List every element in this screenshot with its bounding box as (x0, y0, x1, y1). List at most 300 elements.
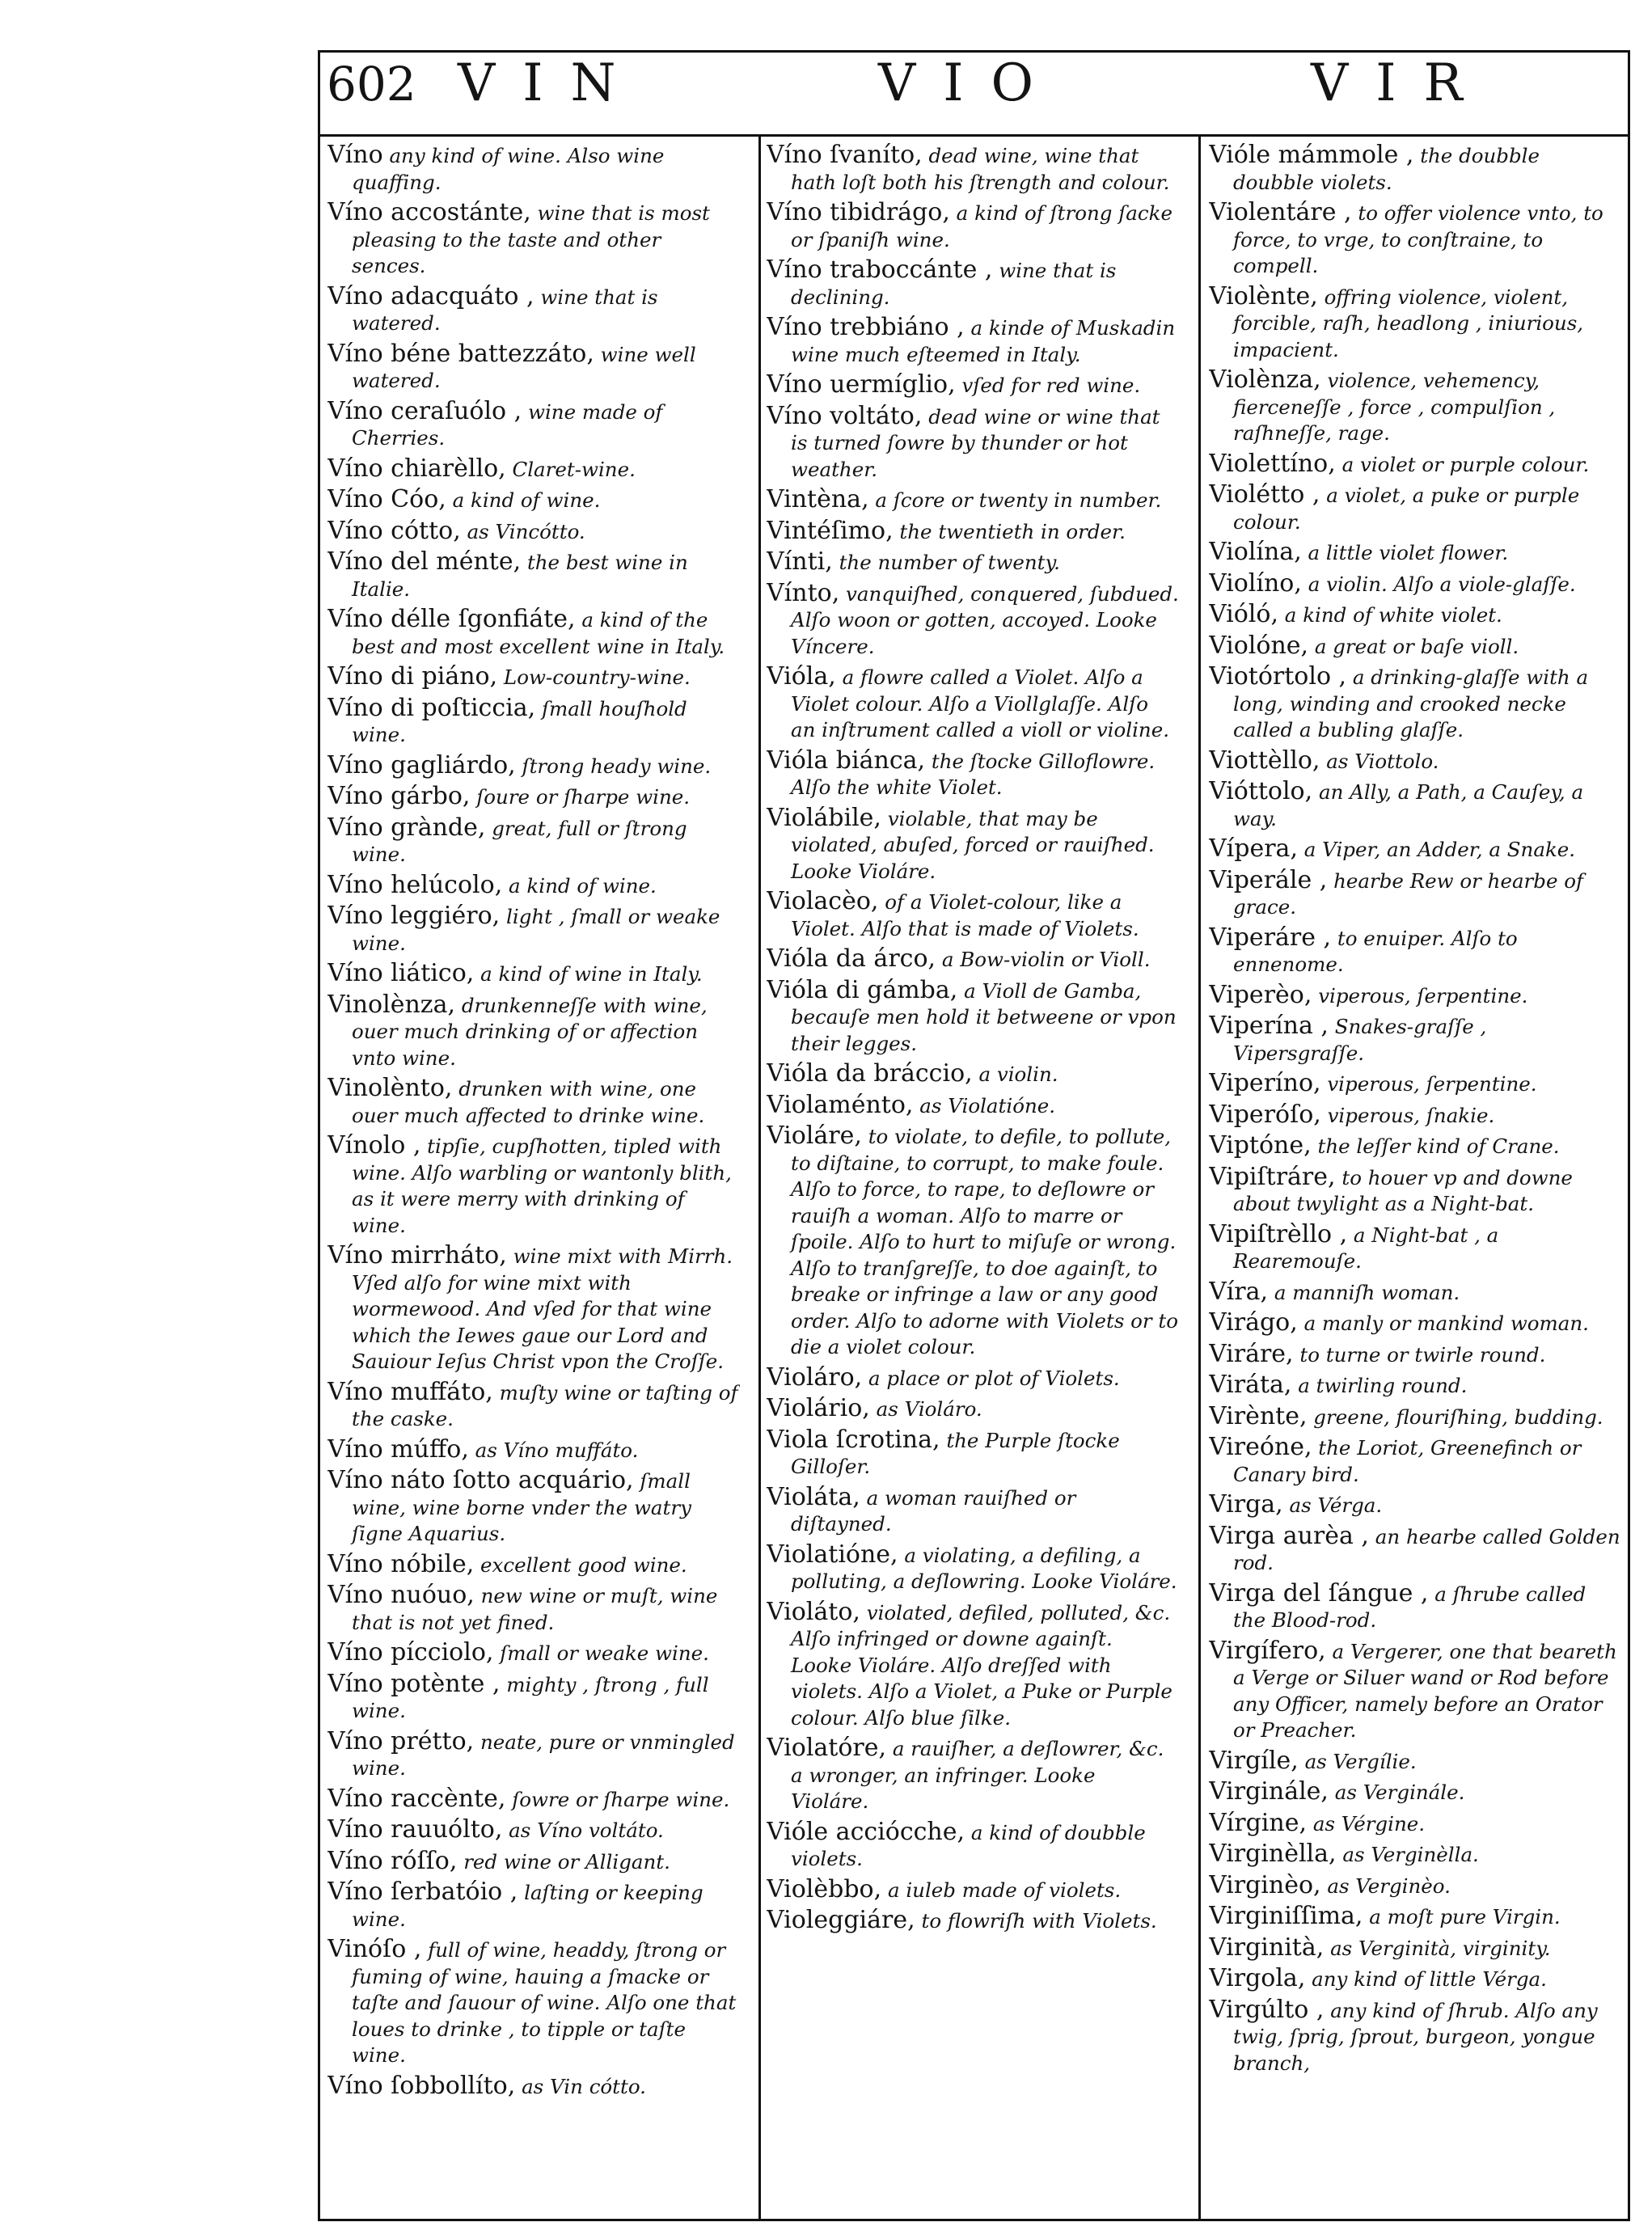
dictionary-entry (1209, 1966, 1621, 1993)
entry-headword: Víno mirrháto, (327, 1241, 507, 1269)
dictionary-entry (767, 1427, 1179, 1481)
column-divider (758, 136, 761, 2221)
dictionary-entry (1209, 1071, 1621, 1098)
dictionary-entry (1209, 1638, 1621, 1744)
entry-definition: a woman rauiſhed or diſtayned. (791, 1485, 1076, 1536)
dictionary-entry (327, 1848, 740, 1876)
entry-definition: a little violet flower. (1308, 541, 1509, 564)
entry-definition: wine that is watered. (352, 285, 658, 335)
dictionary-entry (327, 142, 740, 196)
entry-headword: Violettíno, (1209, 449, 1336, 478)
entry-definition: as Verginità, virginity. (1330, 1936, 1551, 1960)
entry-definition: as Vergílie. (1304, 1749, 1417, 1773)
entry-definition: ſtrong heady wine. (522, 754, 712, 778)
entry-headword: Víno traboccánte , (767, 256, 993, 284)
entry-definition: viperous, ſerpentine. (1318, 983, 1528, 1008)
entry-headword: Violeggiáre, (767, 1906, 915, 1934)
dictionary-entry (327, 1379, 740, 1433)
dictionary-entry (1209, 1810, 1621, 1838)
dictionary-entry (1209, 664, 1621, 744)
dictionary-entry (1209, 748, 1621, 775)
entry-headword: Vipiſtráre, (1209, 1162, 1336, 1191)
dictionary-entry (1209, 1748, 1621, 1776)
entry-headword: Víno muffáto, (327, 1377, 493, 1406)
entry-definition: the ſtocke Gilloflowre. Alſo the white Violet. (791, 749, 1156, 799)
entry-definition: a moſt pure Virgin. (1369, 1905, 1561, 1928)
entry-headword: Víno grànde, (327, 813, 486, 842)
entry-definition: any kind of wine. Also wine quaffing. (352, 144, 665, 194)
entry-headword: Viottèllo, (1209, 746, 1320, 775)
dictionary-entry (1209, 451, 1621, 479)
entry-definition: as Víno muffáto. (475, 1438, 639, 1462)
dictionary-entry (767, 1542, 1179, 1595)
entry-definition: red wine or Alligant. (463, 1849, 670, 1874)
dictionary-entry (327, 695, 740, 749)
entry-definition: a violin. (978, 1062, 1058, 1086)
entry-definition: Snakes-graſſe , Vipersgraſſe. (1233, 1015, 1487, 1065)
dictionary-entry (327, 1786, 740, 1814)
entry-headword: Víno di poſticcia, (327, 693, 536, 722)
entry-headword: Vióle mámmole , (1209, 142, 1414, 169)
entry-headword: Víno trebbiáno , (767, 313, 965, 341)
entry-headword: Violétto , (1209, 480, 1320, 509)
entry-definition: as Vérgine. (1312, 1811, 1426, 1836)
entry-definition: a great or baſe violl. (1314, 634, 1519, 658)
dictionary-entry (767, 1599, 1179, 1732)
entry-headword: Virginità, (1209, 1933, 1325, 1962)
dictionary-column-3 (1209, 142, 1621, 2212)
entry-headword: Violína, (1209, 538, 1302, 566)
entry-definition: laſting or keeping wine. (352, 1881, 703, 1931)
dictionary-entry (327, 549, 740, 602)
dictionary-entry (1209, 1164, 1621, 1218)
entry-definition: vanquiſhed, conquered, ſubdued. Alſo woon or gotten, accoyed. Looke Víncere. (791, 581, 1179, 658)
entry-headword: Viperóſo, (1209, 1100, 1321, 1129)
dictionary-entry (1209, 1841, 1621, 1869)
entry-definition: any kind of little Vérga. (1312, 1967, 1547, 1991)
entry-headword: Víno nuóuo, (327, 1581, 475, 1609)
entry-headword: Violacèo, (767, 887, 879, 915)
entry-definition: the doubble doubble violets. (1233, 144, 1540, 194)
entry-headword: Virgola, (1209, 1964, 1306, 1992)
entry-headword: Violáto, (767, 1597, 860, 1626)
entry-definition: a twirling round. (1298, 1374, 1468, 1397)
dictionary-entry (327, 341, 740, 395)
dictionary-entry (327, 456, 740, 484)
dictionary-entry (767, 664, 1179, 744)
entry-headword: Víno potènte , (327, 1669, 501, 1698)
dictionary-entry (327, 903, 740, 957)
entry-headword: Virgúlto , (1209, 1995, 1325, 2024)
entry-headword: Virginèlla, (1209, 1840, 1337, 1868)
entry-headword: Vinolènza, (327, 990, 456, 1019)
dictionary-entry (767, 1061, 1179, 1088)
dictionary-entry (1209, 865, 1621, 921)
entry-headword: Víno ſerbatóio , (327, 1878, 518, 1906)
entry-headword: Viptóne, (1209, 1131, 1312, 1160)
guide-word-center: VIO (878, 53, 1061, 113)
dictionary-entry (327, 281, 740, 337)
entry-definition: a iuleb made of violets. (887, 1878, 1122, 1902)
entry-headword: Viperáre , (1209, 923, 1332, 952)
dictionary-entry (1209, 1219, 1621, 1275)
dictionary-entry (1209, 1279, 1621, 1307)
entry-definition: dead wine, wine that hath loſt both his ſtrength and colour. (791, 144, 1170, 194)
dictionary-entry (767, 372, 1179, 399)
dictionary-entry (1209, 1013, 1621, 1067)
entry-definition: vſed for red wine. (961, 374, 1141, 397)
entry-headword: Vipiſtrèllo , (1209, 1219, 1348, 1248)
dictionary-entry (767, 1907, 1179, 1935)
entry-headword: Violáta, (767, 1482, 860, 1511)
dictionary-entry (767, 578, 1179, 661)
entry-headword: Víno leggiéro, (327, 902, 501, 930)
entry-headword: Víno ſvaníto, (767, 142, 923, 169)
running-header (320, 52, 1629, 134)
entry-headword: Vintéſimo, (767, 516, 894, 545)
entry-definition: as Víno voltáto. (509, 1819, 664, 1842)
entry-definition: violence, vehemency, fierceneſſe , force , compulſion , raſhneſſe, rage. (1233, 369, 1556, 445)
dictionary-entry (767, 1092, 1179, 1120)
dictionary-entry (767, 975, 1179, 1058)
dictionary-entry (327, 200, 740, 280)
entry-definition: violated, defiled, polluted, &c. Alſo infringed or downe againſt. Looke Violáre. Alſo dreſſed with violets. Alſo a Violet, a Puke or Purple colour. Alſo blue ſilke. (791, 1600, 1172, 1730)
entry-definition: a manniſh woman. (1274, 1280, 1460, 1304)
entry-definition: ſowre or ſharpe wine. (512, 1787, 730, 1811)
entry-definition: wine that is most pleasing to the taste and other sences. (352, 201, 710, 277)
dictionary-entry (767, 549, 1179, 577)
dictionary-entry (767, 1362, 1179, 1392)
entry-definition: offring violence, violent, forcible, raſh, headlong , iniurious, impacient. (1233, 285, 1584, 361)
entry-headword: Vireóne, (1209, 1433, 1312, 1461)
entry-definition: as Vérga. (1289, 1493, 1383, 1517)
dictionary-column-2 (767, 142, 1179, 2212)
entry-definition: the Purple ſtocke Gilloſer. (791, 1428, 1120, 1478)
entry-definition: the best wine in Italie. (352, 551, 688, 601)
entry-headword: Virginèo, (1209, 1870, 1321, 1899)
entry-definition: drunken with wine, one ouer much affected to drinke wine. (352, 1077, 705, 1127)
entry-headword: Viráre, (1209, 1339, 1294, 1368)
entry-definition: wine that is declining. (791, 259, 1117, 309)
dictionary-entry (767, 1819, 1179, 1873)
entry-headword: Violáre, (767, 1122, 862, 1150)
entry-headword: Viperíno, (1209, 1069, 1321, 1097)
dictionary-entry (327, 1640, 740, 1667)
entry-definition: excellent good wine. (480, 1553, 687, 1577)
entry-definition: a kind of wine in Italy. (480, 962, 703, 986)
dictionary-entry (327, 1726, 740, 1782)
dictionary-entry (327, 487, 740, 514)
dictionary-entry (1209, 1133, 1621, 1160)
dictionary-entry (1209, 925, 1621, 978)
entry-headword: Vióle acciócche, (767, 1817, 965, 1846)
entry-headword: Violentáre , (1209, 198, 1352, 226)
entry-definition: a kind of wine. (452, 488, 601, 512)
entry-definition: a Viper, an Adder, a Snake. (1303, 838, 1576, 861)
entry-definition: to turne or twirle round. (1299, 1342, 1546, 1367)
entry-headword: Víno ſobbollíto, (327, 2071, 516, 2100)
entry-headword: Víno accostánte, (327, 198, 531, 226)
entry-headword: Violáro, (767, 1362, 863, 1392)
entry-headword: Vióló, (1209, 600, 1278, 628)
entry-headword: Víno Cóo, (327, 485, 446, 513)
entry-definition: as Verginèo. (1327, 1874, 1451, 1898)
entry-definition: a flowre called a Violet. Alſo a Violet colour. Alſo a Viollglaſſe. Alſo an inſtrument called a violl or violine. (791, 665, 1170, 741)
entry-definition: Low-country-wine. (503, 665, 691, 689)
entry-definition: mighty , ſtrong , full wine. (352, 1672, 709, 1722)
dictionary-entry (327, 815, 740, 868)
dictionary-entry (1209, 1779, 1621, 1806)
entry-definition: an hearbe called Golden rod. (1233, 1524, 1620, 1574)
entry-headword: Virga aurèa , (1209, 1521, 1369, 1550)
dictionary-entry (327, 1879, 740, 1933)
entry-definition: the leſſer kind of Crane. (1317, 1134, 1560, 1158)
entry-headword: Víno prétto, (327, 1726, 475, 1755)
entry-headword: Víno ceraſuólo , (327, 396, 522, 425)
guide-word-right: VIR (1311, 53, 1490, 113)
entry-definition: a Night-bat , a Rearemouſe. (1233, 1223, 1499, 1273)
dictionary-entry (327, 1243, 740, 1375)
entry-headword: Vióla biánca, (767, 746, 926, 775)
entry-headword: Víno adacquáto , (327, 281, 534, 311)
entry-definition: as Vincótto. (467, 519, 585, 543)
dictionary-entry (327, 1671, 740, 1725)
entry-headword: Violíno, (1209, 568, 1302, 598)
entry-headword: Víno gárbo, (327, 782, 471, 810)
entry-definition: neate, pure or vnmingled wine. (352, 1730, 735, 1780)
entry-headword: Violènte, (1209, 281, 1318, 311)
entry-headword: Víno (327, 142, 383, 169)
dictionary-entry (327, 872, 740, 900)
entry-definition: viperous, ſnakie. (1327, 1103, 1495, 1127)
entry-headword: Víno chiarèllo, (327, 454, 506, 483)
entry-headword: Violário, (767, 1394, 870, 1422)
dictionary-entry (1209, 200, 1621, 280)
entry-definition: as Verginèlla. (1342, 1843, 1479, 1866)
entry-definition: of a Violet-colour, like a Violet. Alſo that is made of Violets. (791, 890, 1139, 940)
dictionary-entry (767, 403, 1179, 484)
dictionary-entry (1209, 1935, 1621, 1962)
entry-headword: Virga del ſángue , (1209, 1578, 1429, 1607)
dictionary-entry (767, 748, 1179, 801)
dictionary-entry (767, 1482, 1179, 1538)
dictionary-entry (1209, 568, 1621, 598)
entry-headword: Violóne, (1209, 631, 1309, 660)
dictionary-entry (1209, 142, 1621, 196)
entry-definition: a place or plot of Violets. (868, 1366, 1120, 1390)
entry-definition: as Viottolo. (1326, 749, 1439, 773)
dictionary-entry (767, 1396, 1179, 1423)
entry-headword: Víno béne battezzáto, (327, 339, 594, 368)
dictionary-entry (327, 1133, 740, 1239)
entry-definition: as Violatióne. (919, 1093, 1056, 1117)
dictionary-entry (327, 2073, 740, 2101)
entry-headword: Víno raccènte, (327, 1784, 506, 1813)
entry-headword: Víno del ménte, (327, 547, 522, 576)
dictionary-entry (1209, 779, 1621, 832)
entry-definition: as Vin cótto. (522, 2074, 646, 2098)
dictionary-entry (767, 946, 1179, 974)
entry-definition: a violet, a puke or purple colour. (1233, 484, 1580, 534)
entry-definition: ſmall wine, wine borne vnder the watry ſigne Aquarius. (352, 1469, 691, 1545)
entry-definition: a kind of ſtrong ſacke or ſpaniſh wine. (791, 201, 1172, 251)
dictionary-entry (1209, 1310, 1621, 1337)
entry-definition: a kind of doubble violets. (791, 1820, 1146, 1870)
entry-definition: a rauiſher, a deſlowrer, &c. a wronger, an infringer. Looke Violáre. (791, 1737, 1164, 1813)
column-divider (1198, 136, 1201, 2221)
entry-definition: a Bow-violin or Violl. (941, 948, 1151, 971)
entry-definition: a Vergerer, one that beareth a Verge or Siluer wand or Rod before any Officer, namely before an Orator or Preacher. (1233, 1639, 1617, 1742)
entry-definition: dead wine or wine that is turned ſowre by thunder or hot weather. (791, 404, 1160, 481)
dictionary-entry (767, 315, 1179, 368)
entry-definition: the number of twenty. (839, 551, 1060, 574)
dictionary-entry (327, 750, 740, 780)
entry-headword: Víno uermíglio, (767, 370, 956, 399)
entry-definition: to houer vp and downe about twylight as a Night-bat. (1233, 1165, 1573, 1215)
entry-headword: Vínolo , (327, 1131, 421, 1160)
dictionary-entry (327, 518, 740, 546)
entry-headword: Viperále , (1209, 865, 1328, 894)
dictionary-entry (1209, 1870, 1621, 1900)
entry-headword: Vióla, (767, 662, 836, 691)
entry-definition: a kind of wine. (509, 873, 657, 898)
entry-definition: the Loriot, Greenefinch or Canary bird. (1233, 1436, 1582, 1486)
dictionary-entry (1209, 1523, 1621, 1577)
dictionary-entry (1209, 367, 1621, 447)
entry-headword: Víno helúcolo, (327, 870, 503, 899)
dictionary-entry (327, 396, 740, 452)
dictionary-entry (1209, 1903, 1621, 1931)
entry-definition: a violet or purple colour. (1341, 452, 1590, 476)
dictionary-entry (327, 1468, 740, 1548)
page-number: 602 (327, 57, 416, 112)
dictionary-entry (1209, 1401, 1621, 1431)
dictionary-entry (1209, 1997, 1621, 2077)
dictionary-column-1 (327, 142, 740, 2212)
entry-headword: Vínti, (767, 547, 833, 576)
entry-definition: a violating, a defiling, a polluting, a deſlowring. Looke Violáre. (791, 1543, 1177, 1593)
entry-definition: a kind of the best and most excellent wine in Italy. (352, 608, 725, 658)
entry-headword: Víra, (1209, 1277, 1269, 1306)
entry-definition: full of wine, headdy, ſtrong or fuming of wine, hauing a ſmacke or taſte and ſauour of wine. Alſo one that loues to drinke , to tipple or taſte wine. (352, 1938, 737, 2067)
entry-headword: Violatióne, (767, 1540, 898, 1569)
entry-headword: Vióla di gámba, (767, 975, 958, 1004)
entry-headword: Vírgine, (1209, 1808, 1308, 1837)
dictionary-entry (1209, 539, 1621, 567)
entry-headword: Violábile, (767, 803, 881, 832)
entry-headword: Víno róſſo, (327, 1846, 458, 1875)
dictionary-entry (1209, 1372, 1621, 1400)
entry-headword: Viola ſcrotina, (767, 1425, 940, 1454)
entry-definition: to violate, to defile, to pollute, to diſtaine, to corrupt, to make foule. Alſo to force, to rape, to deſlowre or rauiſh a woman. Alſo to marre or ſpoile. Alſo to hurt to miſuſe or wrong. Alſo to tranſgreſſe, to doe againſt, to breake or infringe a law or any good order. Alſo to adorne with Violets or to die a violet colour. (791, 1125, 1179, 1358)
dictionary-entry (767, 889, 1179, 942)
entry-definition: ſmall houſhold wine. (352, 696, 687, 746)
entry-headword: Vióla da árco, (767, 944, 936, 973)
dictionary-entry (327, 1434, 740, 1464)
dictionary-entry (327, 1075, 740, 1129)
entry-headword: Vinóſo , (327, 1935, 422, 1963)
entry-definition: as Violáro. (876, 1397, 982, 1421)
dictionary-entry (1209, 281, 1621, 364)
entry-headword: Vióttolo, (1209, 777, 1313, 805)
dictionary-entry (1209, 482, 1621, 535)
entry-headword: Violatóre, (767, 1734, 887, 1762)
entry-headword: Virginále, (1209, 1777, 1329, 1806)
entry-definition: a ſcore or twenty in number. (875, 488, 1162, 512)
entry-definition: to flowriſh with Violets. (921, 1909, 1157, 1933)
dictionary-entry (327, 1549, 740, 1579)
entry-definition: viperous, ſerpentine. (1327, 1072, 1537, 1096)
dictionary-entry (1209, 982, 1621, 1010)
header-rule (320, 134, 1629, 137)
entry-headword: Víno tibidrágo, (767, 198, 950, 226)
dictionary-entry (1209, 836, 1621, 864)
dictionary-entry (327, 961, 740, 988)
dictionary-entry (767, 487, 1179, 514)
entry-definition: a kinde of Muskadin wine much eſteemed in Italy. (791, 316, 1176, 366)
dictionary-entry (1209, 1434, 1621, 1488)
dictionary-entry (767, 1874, 1179, 1904)
entry-definition: tipſie, cupſhotten, tipled with wine. Alſo warbling or wantonly blith, as it were merry with drinking of wine. (352, 1134, 732, 1237)
entry-definition: to enuiper. Alſo to ennenome. (1233, 926, 1518, 976)
entry-definition: a kind of white violet. (1284, 603, 1502, 627)
entry-definition: muſty wine or taſting of the caske. (352, 1380, 738, 1430)
entry-definition: Claret-wine. (512, 457, 636, 481)
entry-headword: Virgíle, (1209, 1746, 1299, 1775)
dictionary-entry (767, 1735, 1179, 1815)
entry-headword: Víno nóbile, (327, 1549, 475, 1578)
entry-headword: Víno voltáto, (767, 401, 923, 430)
entry-headword: Virga, (1209, 1490, 1283, 1519)
entry-definition: wine made of Cherries. (352, 399, 663, 450)
entry-headword: Víno náto ſotto acquário, (327, 1466, 634, 1494)
entry-definition: as Verginále. (1334, 1781, 1465, 1804)
entry-definition: hearbe Rew or hearbe of grace. (1233, 868, 1584, 919)
entry-headword: Vintèna, (767, 485, 869, 513)
entry-definition: the twentieth in order. (899, 519, 1126, 543)
dictionary-entry (327, 784, 740, 811)
dictionary-entry (767, 257, 1179, 311)
dictionary-entry (327, 1817, 740, 1844)
entry-headword: Viráta, (1209, 1371, 1292, 1399)
entry-headword: Víno cótto, (327, 516, 461, 545)
dictionary-entry (767, 518, 1179, 546)
entry-definition: wine mixt with Mirrh. Vſed alſo for wine mixt with wormewood. And vſed for that wine which the Iewes gaue our Lord and Sauiour Ieſus Christ vpon the Croſſe. (352, 1244, 733, 1373)
dictionary-entry (327, 992, 740, 1072)
dictionary-entry (767, 1123, 1179, 1361)
dictionary-entry (767, 142, 1179, 196)
entry-definition: an Ally, a Path, a Cauſey, a way. (1233, 780, 1584, 830)
entry-definition: a Violl de Gamba, becauſe men hold it betweene or vpon their legges. (791, 978, 1177, 1055)
entry-headword: Viotórtolo , (1209, 662, 1347, 691)
dictionary-entry (327, 1582, 740, 1636)
dictionary-entry (1209, 602, 1621, 629)
dictionary-entry (1209, 1578, 1621, 1634)
entry-headword: Virginiſſima, (1209, 1902, 1363, 1930)
entry-definition: wine well watered. (352, 342, 696, 392)
entry-headword: Víno rauuólto, (327, 1815, 503, 1844)
dictionary-entry (1209, 1102, 1621, 1130)
dictionary-entry (327, 606, 740, 660)
entry-headword: Víno pícciolo, (327, 1638, 494, 1667)
entry-headword: Violaménto, (767, 1090, 914, 1119)
dictionary-entry (327, 664, 740, 691)
dictionary-entry (1209, 1341, 1621, 1369)
entry-headword: Víno gagliárdo, (327, 750, 516, 779)
entry-headword: Viperína , (1209, 1012, 1329, 1040)
guide-word-left: VIN (458, 53, 644, 113)
dictionary-entry (767, 805, 1179, 885)
